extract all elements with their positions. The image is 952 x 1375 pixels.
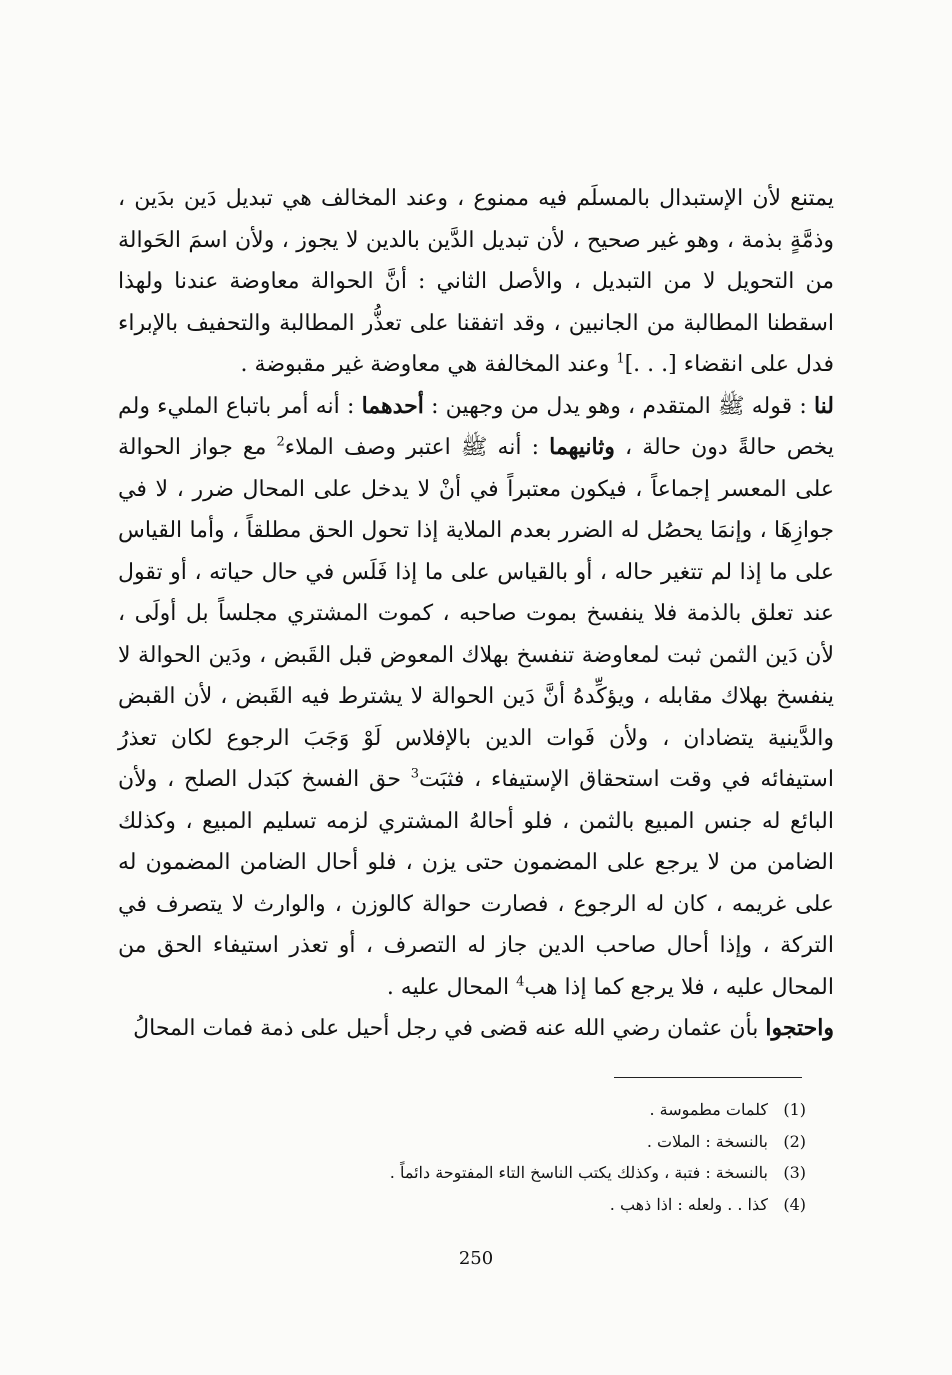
footnote-ref: 4 bbox=[516, 974, 525, 990]
footnote-number: (2) bbox=[783, 1131, 806, 1151]
paragraph-text: يمتنع لأن الإستبدال بالمسلَم فيه ممنوع ، وعند المخالف هي تبديل دَين بدَين ، وذمَّةٍ بذمة ، وهو غير صحيح ، لأن تبديل الدَّين بالدين لا يجوز ، ولأن اسمَ الحَوالة من التحويل لا من التبديل ، والأصل الثاني : أنَّ الحوالة معاوضة عندنا ولهذا اسقطنا المطالبة من الجانبين ، وقد اتفقنا على تعذُّر المطالبة والتحفيف بالإبراء فدل على انقضاء [. . .] bbox=[118, 186, 834, 377]
footnote-item bbox=[206, 1126, 806, 1158]
bold-lead: لنا bbox=[813, 392, 835, 419]
footnote-ref: 1 bbox=[616, 351, 625, 367]
paragraph-text: حق الفسخ كبَدل الصلح ، ولأن البائع له جنس المبيع بالثمن ، فلو أحالهُ المشتري لزمه تسليم المبيع ، وكذلك الضامن من لا يرجع على المضمون حتى يزن ، فلو أحال الضامن المضمون له على غريمه ، كان له الرجوع ، فصارت حوالة كالوزن ، والوارث لا يتصرف في التركة ، وإذا أحال صاحب الدين جاز له التصرف ، أو تعذر استيفاء الحق من المحال عليه ، فلا يرجع كما إذا هب bbox=[118, 767, 834, 1000]
paragraph-text: مع جواز الحوالة على المعسر إجماعاً ، فيكون معتبراً في أنْ لا يدخل على المحال ضرر ، لا في جوازِهَا ، وإنمَا يحصُل له الضرر بعدم الملاية إذا تحول الحق مطلقاً ، وأما القياس على ما إذا لم تتغير حاله ، أو بالقياس على ما إذا فَلَس في حال حياته ، أو تقول عند تعلق بالذمة فلا ينفسخ بموت صاحبه ، كموت المشتري مجلساً بل أولَى ، لأن دَين الثمن ثبت لمعاوضة تنفسخ بهلاك المعوض قبل القَبض ، ودَين الحوالة لا ينفسخ بهلاك مقابله ، ويؤكِّدهُ أنَّ دَين الحوالة لا يشترط فيه القَبض ، لأن القبض والدَّينية يتضادان ، ولأن فَوات الدين بالإفلاس لَوْ وَجَبَ الرجوع لكان تعذرُ استيفائه في وقت استحقاق الإستيفاء ، فثبَت bbox=[118, 435, 834, 792]
bold-lead: وثانيهما bbox=[549, 434, 615, 460]
footnotes bbox=[206, 1094, 806, 1220]
footnote-item bbox=[206, 1157, 806, 1189]
footnote-number: (3) bbox=[783, 1163, 806, 1182]
footnote-number: (4) bbox=[783, 1194, 806, 1214]
footnote-number: (1) bbox=[783, 1100, 806, 1119]
footnote-ref: 2 bbox=[276, 434, 285, 450]
paragraph-text: المحال عليه . bbox=[386, 974, 517, 1000]
main-text bbox=[118, 178, 834, 1050]
paragraph-text: : أنه ﷺ اعتبر وصف الملاء bbox=[284, 435, 550, 460]
footnote-divider bbox=[614, 1077, 802, 1078]
paragraph-text: وعند المخالفة هي معاوضة غير مقبوضة . bbox=[240, 352, 617, 377]
footnote-text: بالنسخة : الملات . bbox=[646, 1131, 768, 1151]
footnote-text: كذا . . ولعله : اذا ذهب . bbox=[609, 1194, 768, 1214]
paragraph-text: : قوله ﷺ المتقدم ، وهو يدل من وجهين : bbox=[423, 393, 814, 419]
footnote-text: كلمات مطموسة . bbox=[649, 1100, 768, 1119]
footnote-ref: 3 bbox=[410, 766, 419, 782]
footnote-text: بالنسخة : فتبة ، وكذلك يكتب الناسخ التاء المفتوحة دائماً . bbox=[389, 1163, 768, 1182]
page-number: 250 bbox=[458, 1248, 494, 1269]
bold-lead: أحدهما bbox=[361, 392, 424, 419]
paragraph-1 bbox=[118, 178, 834, 386]
paragraph-text: بأن عثمان رضي الله عنه قضى في رجل أحيل على ذمة فمات المحالُ bbox=[133, 1016, 766, 1041]
paragraph-3 bbox=[118, 1008, 834, 1050]
footnote-item bbox=[206, 1189, 806, 1221]
footnote-item bbox=[206, 1094, 806, 1126]
paragraph-text: : أنه أمر باتباع المليء ولم يخص حالةً دون حالة ، bbox=[118, 393, 835, 460]
bold-lead: واحتجوا bbox=[765, 1015, 834, 1041]
paragraph-2 bbox=[118, 386, 834, 1009]
